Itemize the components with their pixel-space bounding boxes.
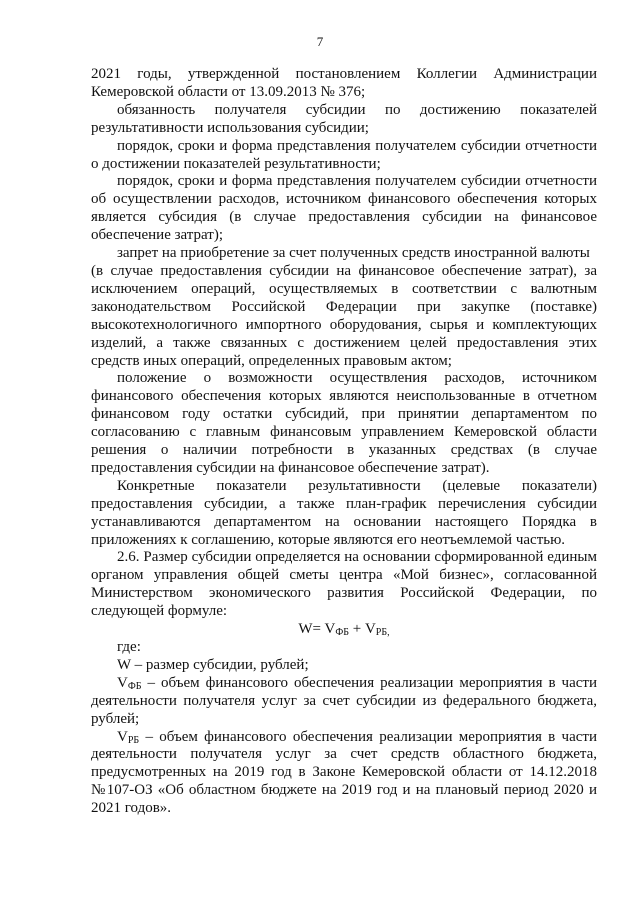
where-label: где: [117, 639, 141, 655]
subsidy-formula: $W= V_{ФБ} + V_{РБ,}$ [298, 621, 390, 639]
paragraph-currency-ban: запрет на приобретение за счет полученных средств иностранной валюты [117, 245, 590, 262]
paragraph-obligation: обязанность получателя субсидии по достижению показателей результативности использования субсидии; [91, 101, 597, 136]
paragraph-indicators: Конкретные показатели результативности (целевые показатели) предоставления субсидии, а также план-график перечисления субсидии устанавливаются департаментом на основании настоящего Порядка в приложениях к соглашению, которые являются его неотъемлемой частью. [91, 477, 597, 548]
definition-v-fb: $V_{ФБ}$ – объем финансового обеспечения реализации мероприятия в части деятельности получателя услуг за счет субсидии из федерального бюджета, рублей; [91, 674, 597, 727]
paragraph-reporting-results: порядок, сроки и форма представления получателем субсидии отчетности о достижении показателей результативности; [91, 137, 597, 172]
paragraph-currency-exceptions: (в случае предоставления субсидии на финансовое обеспечение затрат), за исключением операций, осуществляемых в соответствии с валютным законодательством Российской Федерации при закупке (поставке) высокотехнологичного импортного оборудования, сырья и комплектующих изделий, а также связанных с достижением целей предоставления этих средств иных операций, определенных правовым актом; [91, 262, 597, 369]
definition-w: W – размер субсидии, рублей; [117, 656, 309, 673]
paragraph-reporting-expenses: порядок, сроки и форма представления получателем субсидии отчетности об осуществлении расходов, источником финансового обеспечения которых является субсидия (в случае предоставления субсидии на финансовое обеспечение затрат); [91, 173, 597, 244]
paragraph-program-ref: 2021 годы, утвержденной постановлением Коллегии Администрации Кемеровской области от 13.09.2013 № 376; [91, 66, 597, 100]
definition-v-rb: $V_{РБ}$ – объем финансового обеспечения реализации мероприятия в части деятельности получателя услуг за счет средств областного бюджета, предусмотренных на 2019 год в Законе Кемеровской области от 14.12.2018 №107-ОЗ «Об областном бюджете на 2019 год и на плановый период 2020 и 2021 годов». [91, 728, 597, 817]
document-body [91, 66, 597, 818]
paragraph-subsidy-size: 2.6. Размер субсидии определяется на основании сформированной единым органом управления общей сметы центра «Мой бизнес», согласованной Министерством экономического развития Российской Федерации, по следующей формуле: [91, 549, 597, 620]
page-number: 7 [316, 34, 324, 49]
paragraph-unused-balances: положение о возможности осуществления расходов, источником финансового обеспечения которых являются неиспользованные в отчетном финансовом году остатки субсидий, при принятии департаментом по согласованию с главным финансовым управлением Кемеровской области решения о наличии потребности в указанных средствах (в случае предоставления субсидии на финансовое обеспечение затрат). [91, 370, 597, 476]
